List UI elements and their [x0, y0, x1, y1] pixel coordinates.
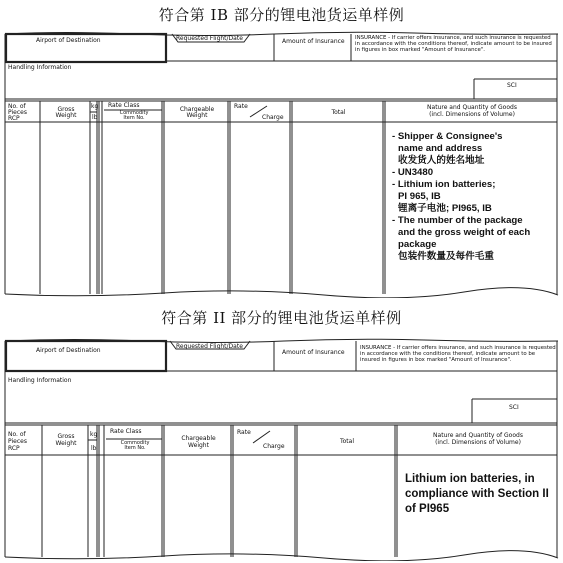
- requested-flight-date-label: Requested Flight/Date: [176, 35, 243, 42]
- goods-ii-line: of PI965: [405, 503, 450, 515]
- gross-weight-label-line-2: Weight: [55, 440, 77, 447]
- kg-label: kg: [90, 431, 98, 438]
- lb-label: lb: [92, 114, 98, 121]
- goods-ib-line: PI 965, IB: [398, 191, 441, 202]
- commodity-item-label-line-2: Item No.: [124, 445, 146, 451]
- rate-label: Rate: [234, 103, 248, 110]
- handling-information-label: Handling Information: [8, 377, 72, 384]
- goods-ib-line: - Shipper & Consignee's: [392, 131, 503, 142]
- nature-quantity-label: Nature and Quantity of Goods: [433, 432, 523, 439]
- commodity-item-label-line-2: Item No.: [123, 115, 145, 121]
- goods-ii-line: compliance with Section II: [405, 488, 549, 500]
- goods-ib-line: 锂离子电池; PI965, IB: [398, 203, 492, 214]
- lb-label: lb: [91, 445, 97, 452]
- requested-flight-date-label: Requested Flight/Date: [176, 343, 243, 350]
- goods-ib-line: name and address: [398, 143, 483, 154]
- incl-dimensions-label: (incl. Dimensions of Volume): [435, 439, 521, 446]
- nature-quantity-label: Nature and Quantity of Goods: [427, 104, 517, 111]
- gross-weight-label-line-1: Gross: [57, 433, 75, 440]
- pieces-label-line-1: No. of: [8, 103, 26, 110]
- caption-part-ib: 符合第 IB 部分的锂电池货运单样例: [158, 6, 405, 24]
- pieces-label-line-1: No. of: [8, 431, 26, 438]
- gross-weight-label-line-1: Gross: [57, 106, 75, 113]
- chargeable-weight-label-line-2: Weight: [188, 442, 209, 449]
- goods-ib-line: - The number of the package: [392, 215, 523, 226]
- goods-ib-line: and the gross weight of each: [398, 227, 531, 238]
- sci-label: SCI: [507, 82, 517, 89]
- gross-weight-label-line-2: Weight: [55, 112, 77, 119]
- air-waybill-form-ib: [4, 30, 559, 298]
- commodity-item-label-line-1: Commodity: [120, 440, 150, 446]
- pieces-label-line-2: Pieces: [8, 438, 27, 445]
- goods-ib-line: - Lithium ion batteries;: [392, 179, 496, 190]
- goods-description-ib: [392, 131, 530, 263]
- sci-label: SCI: [509, 404, 519, 411]
- chargeable-weight-label-line-2: Weight: [186, 112, 208, 119]
- rate-label: Rate: [237, 429, 251, 436]
- rate-class-label: Rate Class: [108, 102, 140, 109]
- air-waybill-form-ii: [4, 337, 559, 561]
- caption-part-ii: 符合第 II 部分的锂电池货运单样例: [161, 309, 402, 327]
- handling-information-label: Handling Information: [8, 64, 72, 71]
- goods-ib-line: 包装件数量及每件毛重: [398, 251, 494, 262]
- goods-ib-line: package: [398, 239, 437, 250]
- commodity-item-label-line-1: Commodity: [119, 110, 149, 116]
- total-label: Total: [339, 438, 354, 445]
- charge-label: Charge: [263, 443, 285, 450]
- rate-class-label: Rate Class: [110, 428, 142, 435]
- airport-of-destination-label: Airport of Destination: [36, 37, 101, 44]
- kg-label: kg: [91, 103, 99, 110]
- goods-ib-line: - UN3480: [392, 167, 434, 178]
- total-label: Total: [331, 109, 346, 116]
- insurance-note: INSURANCE - If carrier offers insurance, and such insurance is requested in accordance with the conditions thereof, indicate amount to be insured in figures in box marked "Amount of Insurance".: [360, 345, 556, 363]
- incl-dimensions-label: (incl. Dimensions of Volume): [429, 111, 515, 118]
- amount-of-insurance-label: Amount of Insurance: [282, 38, 345, 45]
- airport-of-destination-label: Airport of Destination: [36, 347, 101, 354]
- amount-of-insurance-label: Amount of Insurance: [282, 349, 345, 356]
- goods-ib-line: 收发货人的姓名地址: [398, 155, 485, 166]
- chargeable-weight-label-line-1: Chargeable: [179, 106, 215, 113]
- pieces-label-line-3: RCP: [8, 115, 20, 122]
- goods-description-ii: [405, 472, 549, 517]
- chargeable-weight-label-line-1: Chargeable: [181, 435, 216, 442]
- insurance-note: INSURANCE - If carrier offers insurance, and such insurance is requested in accordance with the conditions thereof, indicate amount to be insured in figures in box marked "Amount of Insurance".: [355, 35, 552, 53]
- pieces-label-line-2: Pieces: [8, 109, 27, 116]
- pieces-label-line-3: RCP: [8, 445, 20, 452]
- charge-label: Charge: [262, 114, 284, 121]
- goods-ii-line: Lithium ion batteries, in: [405, 473, 535, 485]
